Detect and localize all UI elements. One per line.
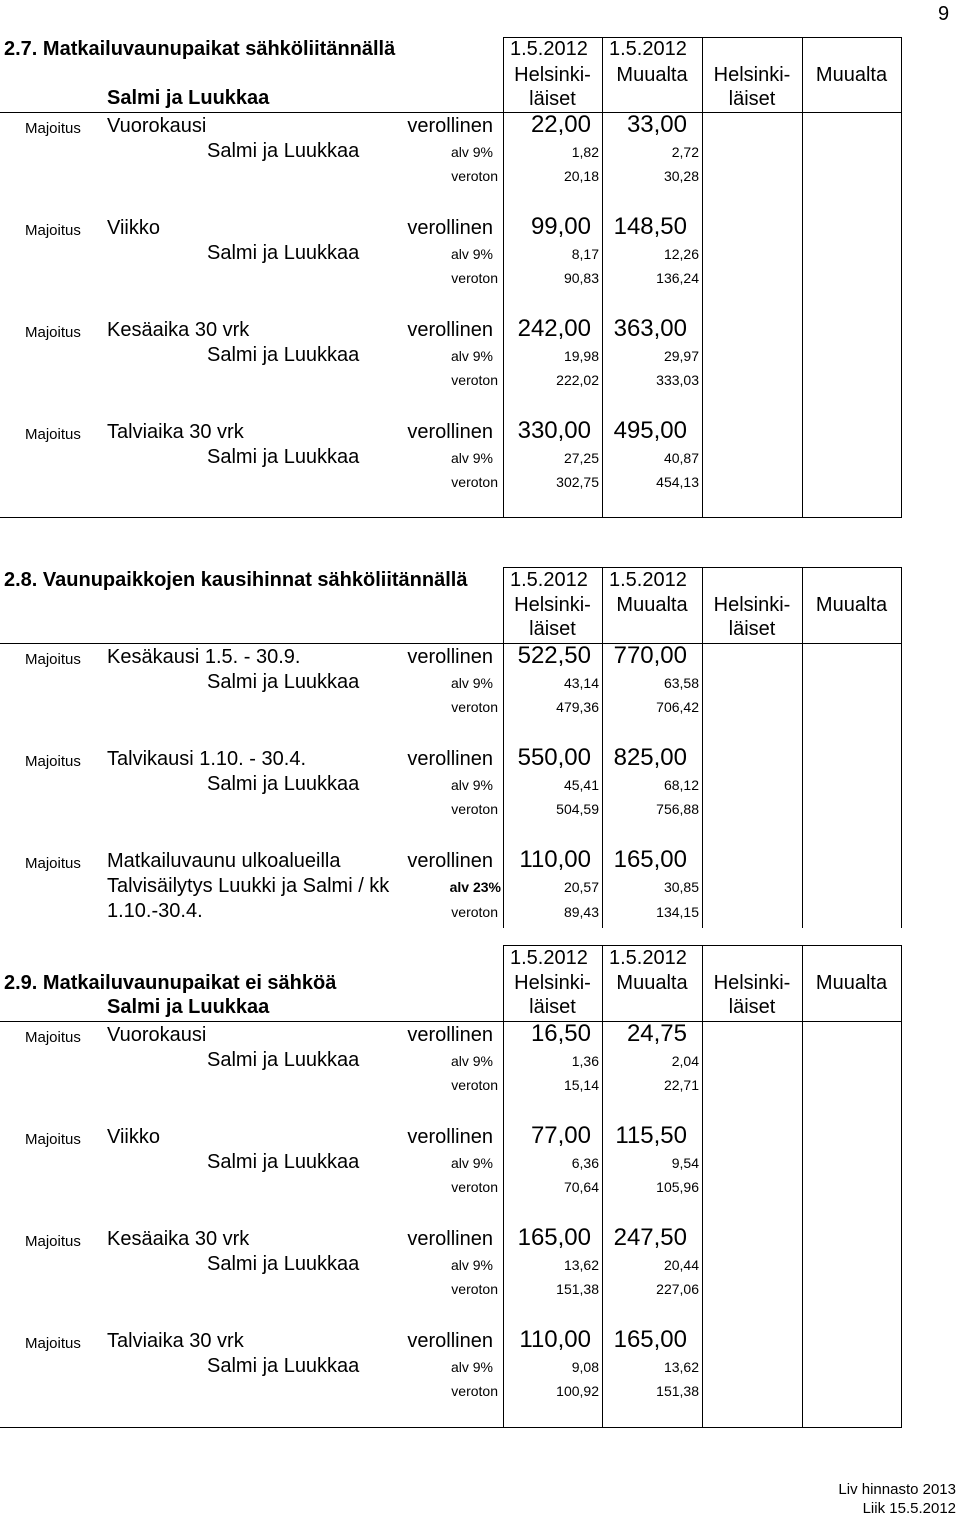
label-veroton: veroton: [451, 904, 498, 920]
muu-alv: 40,87: [663, 450, 699, 466]
hel-alv: 8,17: [571, 246, 599, 262]
item-name: Kesäaika 30 vrk: [107, 319, 250, 341]
date-helsinki: 1.5.2012: [510, 569, 588, 591]
date-muualta: 1.5.2012: [609, 947, 687, 969]
header-line: [0, 1021, 902, 1022]
frame-right-line: [901, 945, 902, 1428]
frame-right-line: [901, 567, 902, 928]
label-verollinen: verollinen: [407, 1024, 493, 1046]
header-laiset: läiset: [529, 618, 576, 640]
date-muualta: 1.5.2012: [609, 38, 687, 60]
header-muualta: Muualta: [815, 64, 888, 86]
label-veroton: veroton: [451, 801, 498, 817]
label-veroton: veroton: [451, 1077, 498, 1093]
muu-veroton: 134,15: [656, 904, 699, 920]
hel-alv: 19,98: [563, 348, 599, 364]
hel-veroton: 222,02: [556, 372, 599, 388]
label-alv: alv 9%: [450, 1257, 493, 1273]
hel-alv: 43,14: [563, 675, 599, 691]
location: Salmi ja Luukkaa: [207, 242, 360, 264]
category-label: Majoitus: [25, 1131, 81, 1148]
hel-veroton: 20,18: [563, 168, 599, 184]
footer-price-list: Liv hinnasto 2013: [838, 1481, 956, 1498]
label-verollinen: verollinen: [407, 1126, 493, 1148]
category-label: Majoitus: [25, 1029, 81, 1046]
col-line: [802, 945, 803, 1428]
item-name: Kesäkausi 1.5. - 30.9.: [107, 646, 301, 668]
muu-alv: 2,04: [671, 1053, 699, 1069]
hel-verollinen: 110,00: [519, 1326, 591, 1353]
label-veroton: veroton: [451, 1281, 498, 1297]
hel-veroton: 90,83: [563, 270, 599, 286]
label-veroton: veroton: [451, 270, 498, 286]
label-verollinen: verollinen: [407, 115, 493, 137]
label-alv: alv 9%: [450, 144, 493, 160]
muu-veroton: 227,06: [656, 1281, 699, 1297]
hel-veroton: 151,38: [556, 1281, 599, 1297]
item-name: Talviaika 30 vrk: [107, 421, 244, 443]
location: Salmi ja Luukkaa: [207, 1049, 360, 1071]
section-title: 2.9. Matkailuvaunupaikat ei sähköä: [4, 972, 337, 994]
category-label: Majoitus: [25, 753, 81, 770]
category-label: Majoitus: [25, 222, 81, 239]
location: Talvisäilytys Luukki ja Salmi / kk: [107, 875, 390, 897]
location: Salmi ja Luukkaa: [207, 1355, 360, 1377]
location: Salmi ja Luukkaa: [207, 446, 360, 468]
muu-verollinen: 24,75: [626, 1020, 687, 1047]
header-muualta: Muualta: [616, 64, 688, 86]
muu-verollinen: 148,50: [613, 213, 687, 240]
label-alv: alv 9%: [450, 246, 493, 262]
header-muualta: Muualta: [616, 594, 688, 616]
muu-alv: 12,26: [663, 246, 699, 262]
hel-veroton: 479,36: [556, 699, 599, 715]
location: Salmi ja Luukkaa: [207, 773, 360, 795]
hel-alv: 1,36: [571, 1053, 599, 1069]
muu-verollinen: 115,50: [615, 1122, 687, 1149]
header-helsinki: Helsinki-: [514, 64, 591, 86]
item-name: Vuorokausi: [107, 1024, 207, 1046]
footer-date: Liik 15.5.2012: [862, 1500, 956, 1517]
label-alv: alv 9%: [450, 450, 493, 466]
muu-verollinen: 247,50: [613, 1224, 687, 1251]
label-veroton: veroton: [451, 168, 498, 184]
header-line: [0, 643, 902, 644]
header-laiset: läiset: [728, 618, 776, 640]
location: Salmi ja Luukkaa: [207, 344, 360, 366]
muu-alv: 20,44: [663, 1257, 699, 1273]
header-laiset: läiset: [728, 88, 776, 110]
category-label: Majoitus: [25, 651, 81, 668]
header-line: [0, 112, 902, 113]
label-alv: alv 9%: [450, 348, 493, 364]
hel-verollinen: 165,00: [517, 1224, 591, 1251]
hel-alv: 20,57: [563, 879, 599, 895]
location: Salmi ja Luukkaa: [207, 1151, 360, 1173]
muu-verollinen: 165,00: [613, 846, 687, 873]
label-alv: alv 9%: [450, 1359, 493, 1375]
col-line: [702, 945, 703, 1428]
item-name: Matkailuvaunu ulkoalueilla: [107, 850, 341, 872]
muu-veroton: 756,88: [656, 801, 699, 817]
muu-alv: 68,12: [663, 777, 699, 793]
label-verollinen: verollinen: [407, 748, 493, 770]
hel-verollinen: 16,50: [530, 1020, 591, 1047]
hel-verollinen: 99,00: [530, 213, 591, 240]
label-verollinen: verollinen: [407, 217, 493, 239]
label-veroton: veroton: [451, 1383, 498, 1399]
frame-bottom-line: [0, 1427, 902, 1428]
label-alv: alv 9%: [450, 1155, 493, 1171]
col-line: [802, 567, 803, 928]
hel-veroton: 89,43: [563, 904, 599, 920]
label-alv: alv 9%: [450, 1053, 493, 1069]
muu-veroton: 22,71: [663, 1077, 699, 1093]
muu-alv: 2,72: [671, 144, 699, 160]
muu-verollinen: 33,00: [626, 111, 687, 138]
muu-veroton: 454,13: [656, 474, 699, 490]
label-veroton: veroton: [451, 372, 498, 388]
header-helsinki: Helsinki-: [713, 972, 791, 994]
label-alv: alv 9%: [450, 777, 493, 793]
section-subtitle: Salmi ja Luukkaa: [107, 87, 270, 109]
hel-veroton: 70,64: [563, 1179, 599, 1195]
muu-verollinen: 825,00: [613, 744, 687, 771]
location: Salmi ja Luukkaa: [207, 1253, 360, 1275]
label-alv: alv 23%: [449, 879, 501, 895]
muu-alv: 13,62: [663, 1359, 699, 1375]
hel-verollinen: 330,00: [517, 417, 591, 444]
item-name: Viikko: [107, 1126, 160, 1148]
muu-veroton: 333,03: [656, 372, 699, 388]
section-title: 2.8. Vaunupaikkojen kausihinnat sähköliitännällä: [4, 569, 468, 591]
muu-verollinen: 495,00: [613, 417, 687, 444]
page-number: 9: [938, 3, 950, 25]
header-helsinki: Helsinki-: [514, 972, 591, 994]
location-period: 1.10.-30.4.: [107, 900, 203, 922]
muu-verollinen: 165,00: [613, 1326, 687, 1353]
header-laiset: läiset: [529, 996, 576, 1018]
hel-verollinen: 22,00: [530, 111, 591, 138]
muu-alv: 9,54: [671, 1155, 699, 1171]
category-label: Majoitus: [25, 120, 81, 137]
date-helsinki: 1.5.2012: [510, 38, 588, 60]
date-helsinki: 1.5.2012: [510, 947, 588, 969]
header-muualta: Muualta: [815, 972, 888, 994]
header-muualta: Muualta: [815, 594, 888, 616]
label-veroton: veroton: [451, 474, 498, 490]
hel-verollinen: 110,00: [519, 846, 591, 873]
header-helsinki: Helsinki-: [514, 594, 591, 616]
muu-veroton: 30,28: [663, 168, 699, 184]
item-name: Talviaika 30 vrk: [107, 1330, 244, 1352]
item-name: Talvikausi 1.10. - 30.4.: [107, 748, 306, 770]
category-label: Majoitus: [25, 1233, 81, 1250]
label-veroton: veroton: [451, 699, 498, 715]
item-name: Viikko: [107, 217, 160, 239]
muu-verollinen: 363,00: [613, 315, 687, 342]
header-helsinki: Helsinki-: [713, 594, 791, 616]
label-alv: alv 9%: [450, 675, 493, 691]
muu-veroton: 105,96: [656, 1179, 699, 1195]
item-name: Kesäaika 30 vrk: [107, 1228, 250, 1250]
label-verollinen: verollinen: [407, 646, 493, 668]
hel-alv: 45,41: [563, 777, 599, 793]
section-subtitle: Salmi ja Luukkaa: [107, 996, 270, 1018]
location: Salmi ja Luukkaa: [207, 671, 360, 693]
col-line: [802, 37, 803, 518]
col-line: [702, 37, 703, 518]
section-title: 2.7. Matkailuvaunupaikat sähköliitännällä: [4, 38, 396, 60]
label-verollinen: verollinen: [407, 319, 493, 341]
hel-verollinen: 550,00: [517, 744, 591, 771]
frame-bottom-line: [0, 517, 902, 518]
header-muualta: Muualta: [616, 972, 688, 994]
hel-veroton: 504,59: [556, 801, 599, 817]
hel-verollinen: 522,50: [517, 642, 591, 669]
muu-veroton: 136,24: [656, 270, 699, 286]
hel-alv: 13,62: [563, 1257, 599, 1273]
hel-alv: 9,08: [571, 1359, 599, 1375]
hel-alv: 1,82: [571, 144, 599, 160]
category-label: Majoitus: [25, 324, 81, 341]
hel-veroton: 302,75: [556, 474, 599, 490]
location: Salmi ja Luukkaa: [207, 140, 360, 162]
category-label: Majoitus: [25, 1335, 81, 1352]
category-label: Majoitus: [25, 855, 81, 872]
muu-verollinen: 770,00: [613, 642, 687, 669]
muu-veroton: 706,42: [656, 699, 699, 715]
muu-alv: 63,58: [663, 675, 699, 691]
muu-alv: 29,97: [663, 348, 699, 364]
hel-veroton: 100,92: [556, 1383, 599, 1399]
hel-alv: 27,25: [563, 450, 599, 466]
frame-right-line: [901, 37, 902, 518]
hel-verollinen: 77,00: [530, 1122, 591, 1149]
hel-verollinen: 242,00: [517, 315, 591, 342]
category-label: Majoitus: [25, 426, 81, 443]
muu-veroton: 151,38: [656, 1383, 699, 1399]
muu-alv: 30,85: [663, 879, 699, 895]
label-veroton: veroton: [451, 1179, 498, 1195]
date-muualta: 1.5.2012: [609, 569, 687, 591]
label-verollinen: verollinen: [407, 421, 493, 443]
header-laiset: läiset: [529, 88, 576, 110]
header-laiset: läiset: [728, 996, 776, 1018]
label-verollinen: verollinen: [407, 1228, 493, 1250]
hel-veroton: 15,14: [563, 1077, 599, 1093]
item-name: Vuorokausi: [107, 115, 207, 137]
header-helsinki: Helsinki-: [713, 64, 791, 86]
hel-alv: 6,36: [571, 1155, 599, 1171]
label-verollinen: verollinen: [407, 850, 493, 872]
label-verollinen: verollinen: [407, 1330, 493, 1352]
